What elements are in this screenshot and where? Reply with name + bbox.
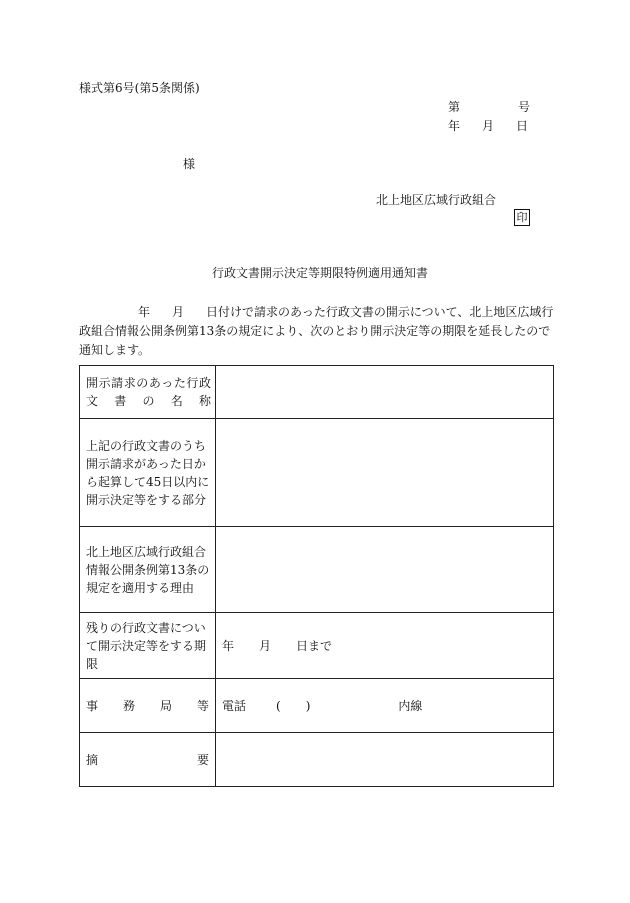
phone-paren-close: ) xyxy=(305,699,311,713)
row-value-reason[interactable] xyxy=(216,527,554,613)
row-value-deadline[interactable] xyxy=(216,613,554,679)
office-char-4: 等 xyxy=(196,698,209,713)
table-row xyxy=(80,613,554,679)
body-month: 月 xyxy=(172,305,185,319)
extension-label: 内線 xyxy=(398,699,423,713)
document-title: 行政文書開示決定等期限特例適用通知書 xyxy=(212,266,429,280)
deadline-day: 日まで xyxy=(296,639,333,653)
phone-paren-open: ( xyxy=(276,699,281,713)
table-row xyxy=(80,679,554,733)
body-year: 年 xyxy=(138,305,151,319)
date-day: 日 xyxy=(516,119,529,133)
row-label-office xyxy=(80,679,216,733)
issuer-organization: 北上地区広域行政組合 xyxy=(376,193,497,207)
office-char-3: 局 xyxy=(159,698,172,713)
row-value-partial-disclosure[interactable] xyxy=(216,419,554,527)
number-suffix: 号 xyxy=(518,100,531,114)
row-label-deadline: 残りの行政文書について開示決定等をする期限 xyxy=(80,613,216,679)
office-char-2: 務 xyxy=(122,698,135,713)
row-label-remarks xyxy=(80,733,216,787)
recipient-honorific: 様 xyxy=(183,157,196,171)
date-year: 年 xyxy=(448,119,461,133)
deadline-month: 月 xyxy=(259,639,272,653)
body-paragraph xyxy=(79,303,554,360)
date-month: 月 xyxy=(482,119,495,133)
row-label-reason: 北上地区広域行政組合情報公開条例第13条の規定を適用する理由 xyxy=(80,527,216,613)
row-value-remarks[interactable] xyxy=(216,733,554,787)
row-label-document-name: 開示請求のあった行政文書の名称 xyxy=(80,366,216,419)
row-value-office[interactable] xyxy=(216,679,554,733)
number-prefix: 第 xyxy=(448,100,461,114)
document-number-line xyxy=(448,100,530,114)
table-row xyxy=(80,419,554,527)
remarks-char-2: 要 xyxy=(196,752,209,767)
deadline-year: 年 xyxy=(222,639,235,653)
table-row xyxy=(80,366,554,419)
row-label-partial-disclosure: 上記の行政文書のうち開示請求があった日から起算して45日以内に開示決定等をする部分 xyxy=(80,419,216,527)
office-char-1: 事 xyxy=(86,698,99,713)
body-text: 日付けで請求のあった行政文書の開示について、北上地区広域行政組合情報公開条例第13条の規定により、次のとおり開示決定等の期限を延長したので通知します。 xyxy=(79,305,554,357)
row-value-document-name[interactable] xyxy=(216,366,554,419)
issue-date-line xyxy=(448,119,528,133)
seal-mark: 印 xyxy=(514,209,530,226)
table-row xyxy=(80,527,554,613)
form-number: 様式第6号(第5条関係) xyxy=(79,81,200,95)
remarks-char-1: 摘 xyxy=(86,752,99,767)
table-row xyxy=(80,733,554,787)
phone-label: 電話 xyxy=(222,699,247,713)
notice-table xyxy=(79,365,554,787)
